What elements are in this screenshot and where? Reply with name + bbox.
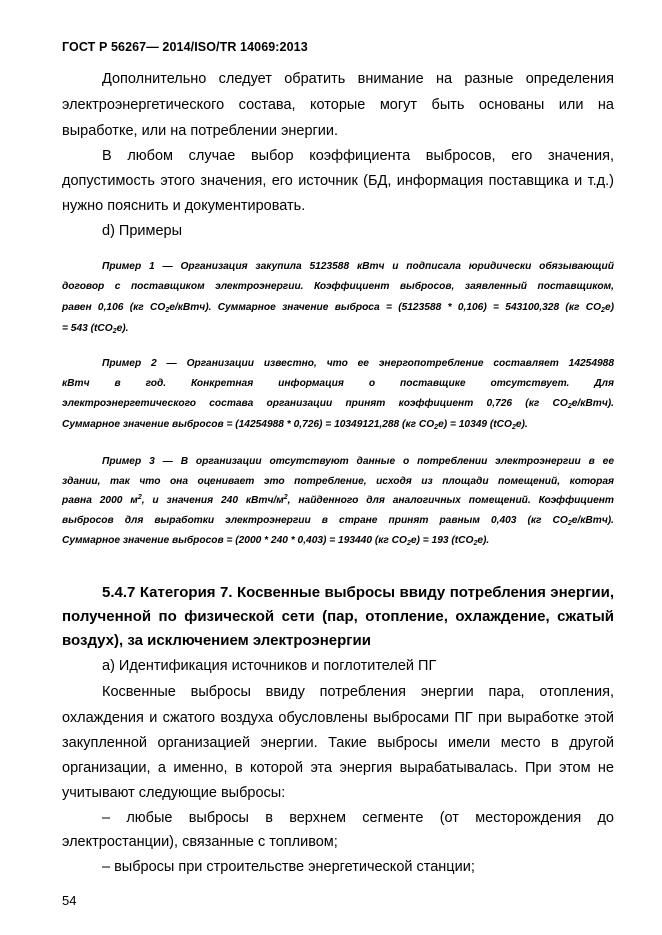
example-3-line: Суммарное значение выбросов = (2000 * 240 * 0,403) = 193440 (кг $CO_2е) = 193$ (tCO$_2$е). [62,535,490,547]
example-3-line: равна 2000 $м^2$, и значения 240 кВтч/$м^2$, найденного для аналогичных помещений. Коэффициент [62,494,614,506]
paragraph-line: электроэнергетического состава, которые могут быть основаны или на [62,97,614,113]
example-2-line: электроэнергетического состава организации принят коэффициент 0,726 (кг $CO_2е/кВтч$). [62,398,614,410]
example-3-line: выбросов для выработки электроэнергии в стране принят равным 0,403 (кг $CO_2е/кВтч$). [62,515,614,527]
example-2-line: Суммарное значение выбросов = (14254988 * 0,726) = 10349121,288 (кг $CO_2е) = 10349$ (tCO$_2$е). [62,419,528,431]
paragraph-line: допустимость этого значения, его источник (БД, информация поставщика и т.д.) [62,173,614,189]
example-1-line: равен 0,106 (кг $CO_2е/кВтч$). Суммарное значение выброса = (5123588 * 0,106) = 543100,328 (кг $CO_2е$) [62,302,614,314]
paragraph-line: В любом случае выбор коэффициента выбросов, его значения, [102,148,614,164]
paragraph-line: выработке, или на потреблении энергии. [62,123,339,139]
paragraph-line: нужно пояснить и документировать. [62,198,306,214]
paragraph-line: закупленной организацией энергии. Такие выбросы имели место в другой [62,735,614,751]
list-item-d: d) Примеры [102,223,183,239]
paragraph-line: учитывают следующие выбросы: [62,785,286,801]
bullet-item: электростанции), связанные с топливом; [62,834,338,850]
example-3-line: Пример 3 — В организации отсутствуют данные о потреблении электроэнергии в ее [102,456,614,467]
paragraph-line: охлаждения и сжатого воздуха обусловлены выбросами ПГ при выработке этой [62,710,614,726]
section-heading: воздух), за исключением электроэнергии [62,632,371,649]
paragraph-line: Дополнительно следует обратить внимание на разные определения [102,71,614,87]
paragraph-line: организации, а именно, в которой эта энергия вырабатывалась. При этом не [62,760,614,776]
example-3-line: здании, так что она оценивает это потребление, исходя из площади помещений, которая [62,476,614,487]
example-2-line: Пример 2 — Организации известно, что ее энергопотребление составляет 14254988 [102,358,614,369]
section-heading: полученной по физической сети (пар, отопление, охлаждение, сжатый [62,608,614,625]
document-header: ГОСТ Р 56267— 2014/ISO/TR 14069:2013 [62,40,308,54]
example-1-line: = 543 (tCO$_2$е). [62,323,129,335]
example-1-line: договор с поставщиком электроэнергии. Коэффициент выбросов, заявленный поставщиком, [62,281,614,292]
paragraph-line: Косвенные выбросы ввиду потребления энергии пара, отопления, [102,684,614,700]
page-number: 54 [62,893,77,908]
example-1-line: Пример 1 — Организация закупила 5123588 кВтч и подписала юридически обязывающий [102,261,614,272]
example-2-line: кВтч в год. Конкретная информация о поставщике отсутствует. Для [62,378,614,389]
bullet-item: – выбросы при строительстве энергетической станции; [102,859,475,875]
list-item-a: а) Идентификация источников и поглотителей ПГ [102,658,437,674]
section-heading: 5.4.7 Категория 7. Косвенные выбросы ввиду потребления энергии, [102,584,614,601]
bullet-item: – любые выбросы в верхнем сегменте (от месторождения до [102,810,614,826]
